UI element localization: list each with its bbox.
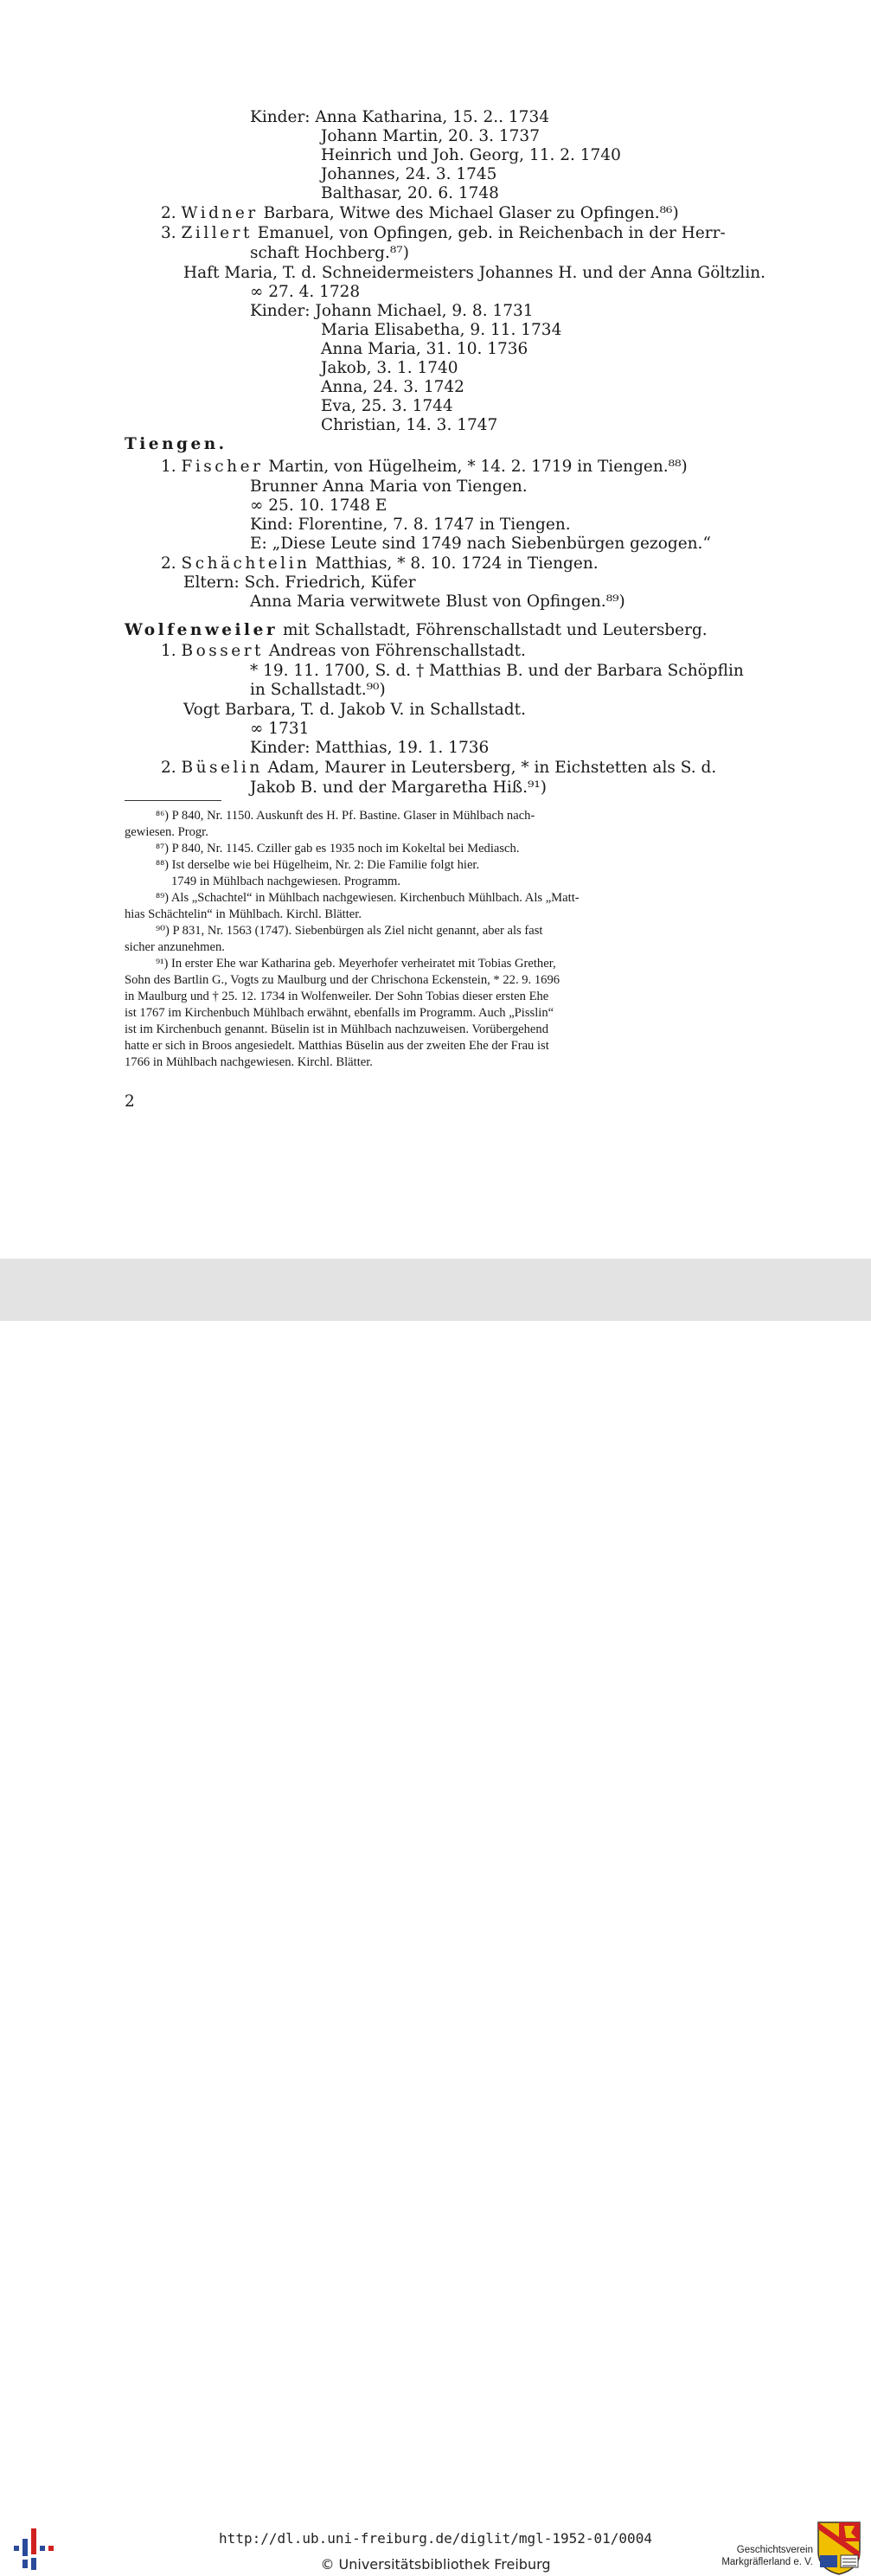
text-line	[250, 720, 309, 739]
copyright-text: © Universitätsbibliothek Freiburg	[320, 2556, 551, 2573]
line-text: Heinrich und Joh. Georg, 11. 2. 1740	[321, 146, 621, 164]
line-text: Emanuel, von Opfingen, geb. in Reichenbach in der Herr-	[252, 224, 726, 242]
text-line	[250, 516, 571, 535]
text-line	[250, 497, 387, 516]
footnote-line: hatte er sich in Broos angesiedelt. Matthias Büselin aus der zweiten Ehe der Frau ist	[125, 1039, 549, 1053]
line-text: Anna, 24. 3. 1742	[321, 378, 464, 396]
line-text: Anna Maria, 31. 10. 1736	[321, 340, 528, 358]
text-line	[321, 397, 453, 416]
text-line	[161, 554, 599, 574]
footnote-line: Sohn des Bartlin G., Vogts zu Maulburg und der Chrischona Eckenstein, * 22. 9. 1696	[125, 973, 560, 987]
text-line	[321, 146, 621, 165]
text-line	[321, 378, 464, 397]
list-number: 2.	[161, 759, 182, 777]
text-line	[250, 739, 489, 758]
society-name	[683, 2544, 813, 2568]
text-line	[250, 283, 360, 302]
line-text: ∞ 27. 4. 1728	[250, 283, 361, 301]
footnote-line: ist 1767 im Kirchenbuch Mühlbach erwähnt, ebenfalls im Programm. Auch „Pisslin“	[125, 1006, 554, 1020]
footnote-separator	[125, 800, 221, 801]
text-line	[250, 662, 744, 681]
line-text: Jakob, 3. 1. 1740	[321, 359, 458, 377]
text-line	[321, 340, 528, 359]
line-text: Kind: Florentine, 7. 8. 1747 in Tiengen.	[250, 516, 571, 534]
line-text: Martin, von Hügelheim, * 14. 2. 1719 in Tiengen.⁸⁸)	[263, 458, 688, 476]
surname: Zillert	[181, 224, 253, 242]
line-text: Christian, 14. 3. 1747	[321, 416, 498, 434]
page-number: 2	[125, 1093, 135, 1111]
list-number: 2.	[161, 204, 182, 222]
line-text: Johannes, 24. 3. 1745	[321, 165, 497, 183]
line-text: Anna Maria verwitwete Blust von Opfingen.⁸⁹)	[250, 593, 625, 611]
list-number: 1.	[161, 642, 182, 660]
line-text: Vogt Barbara, T. d. Jakob V. in Schallstadt.	[183, 701, 526, 719]
line-text: in Schallstadt.⁹⁰)	[250, 681, 386, 699]
line-text: ∞ 25. 10. 1748 E	[250, 497, 387, 515]
line-text: Jakob B. und der Margaretha Hiß.⁹¹)	[250, 779, 548, 797]
text-line	[321, 359, 458, 378]
line-text: Eva, 25. 3. 1744	[321, 397, 453, 415]
footnote-line: sicher anzunehmen.	[125, 940, 225, 954]
line-text: Balthasar, 20. 6. 1748	[321, 184, 499, 202]
line-text: Kinder: Anna Katharina, 15. 2.. 1734	[250, 108, 549, 126]
surname: Bossert	[181, 642, 264, 660]
text-line	[183, 264, 765, 283]
line-text: Kinder: Matthias, 19. 1. 1736	[250, 739, 490, 757]
surname: Schächtelin	[181, 554, 311, 573]
text-line	[250, 244, 409, 263]
society-name-line1: Geschichtsverein	[736, 2545, 813, 2555]
section-heading: Wolfenweiler	[125, 621, 279, 639]
document-url-link[interactable]: http://dl.ub.uni-freiburg.de/diglit/mgl-1952-01/0004	[219, 2530, 652, 2547]
line-text: Kinder: Johann Michael, 9. 8. 1731	[250, 302, 534, 320]
text-line	[161, 458, 688, 477]
footnote-line: gewiesen. Progr.	[125, 825, 208, 839]
line-text: Maria Elisabetha, 9. 11. 1734	[321, 321, 562, 339]
footnote-line: ⁹⁰) P 831, Nr. 1563 (1747). Siebenbürgen als Ziel nicht genannt, aber als fast	[156, 924, 543, 938]
surname: Fischer	[181, 458, 264, 476]
text-line	[250, 535, 711, 554]
society-name-line2: Markgräflerland e. V.	[721, 2557, 813, 2567]
text-line	[321, 321, 561, 340]
text-line	[321, 184, 499, 203]
line-text: E: „Diese Leute sind 1749 nach Siebenbürgen gezogen.“	[250, 535, 711, 553]
footnote-line: 1749 in Mühlbach nachgewiesen. Programm.	[171, 875, 401, 888]
text-line	[183, 574, 416, 593]
footnote-line: in Maulburg und † 25. 12. 1734 in Wolfenweiler. Der Sohn Tobias dieser ersten Ehe	[125, 990, 549, 1003]
footnote-line: hias Schächtelin“ in Mühlbach. Kirchl. Blätter.	[125, 907, 362, 921]
text-line	[321, 165, 496, 184]
line-text: Haft Maria, T. d. Schneidermeisters Johannes H. und der Anna Göltzlin.	[183, 264, 766, 282]
text-line	[250, 477, 528, 497]
text-line	[125, 435, 227, 454]
footnote-line: ⁸⁸) Ist derselbe wie bei Hügelheim, Nr. 2: Die Familie folgt hier.	[156, 858, 480, 872]
footnote-line: ist im Kirchenbuch genannt. Büselin ist in Mühlbach nachzuweisen. Vorübergehend	[125, 1022, 549, 1036]
text-line	[321, 416, 497, 435]
line-text: Johann Martin, 20. 3. 1737	[321, 127, 540, 145]
footnote-line: ⁸⁹) Als „Schachtel“ in Mühlbach nachgewiesen. Kirchenbuch Mühlbach. Als „Matt-	[156, 891, 580, 905]
list-number: 1.	[161, 458, 182, 476]
surname: Widner	[181, 204, 259, 222]
text-line	[250, 108, 549, 127]
footnote-line: ⁹¹) In erster Ehe war Katharina geb. Meyerhofer verheiratet mit Tobias Grether,	[156, 957, 556, 971]
line-text: Matthias, * 8. 10. 1724 in Tiengen.	[310, 554, 599, 573]
text-line	[250, 593, 625, 612]
line-text: * 19. 11. 1700, S. d. † Matthias B. und der Barbara Schöpflin	[250, 662, 744, 680]
surname: Büselin	[181, 759, 263, 777]
footnote-line: ⁸⁶) P 840, Nr. 1150. Auskunft des H. Pf. Bastine. Glaser in Mühlbach nach-	[156, 809, 535, 823]
footnote-line: ⁸⁷) P 840, Nr. 1145. Cziller gab es 1935 noch im Kokeltal bei Mediasch.	[156, 842, 520, 855]
document-page	[0, 0, 871, 1259]
text-line	[183, 701, 526, 720]
text-line	[161, 224, 726, 243]
text-line	[125, 621, 708, 640]
line-text: Barbara, Witwe des Michael Glaser zu Opfingen.⁸⁶)	[258, 204, 679, 222]
line-text: schaft Hochberg.⁸⁷)	[250, 244, 409, 262]
list-number: 2.	[161, 554, 182, 573]
text-line	[250, 681, 386, 700]
line-text: ∞ 1731	[250, 720, 310, 738]
line-text: Andreas von Föhrenschallstadt.	[264, 642, 526, 660]
text-line	[161, 204, 679, 223]
line-text: Eltern: Sch. Friedrich, Küfer	[183, 574, 416, 592]
text-line	[161, 759, 716, 778]
text-line	[321, 127, 540, 146]
viewer-footer	[0, 1259, 871, 2573]
line-text: Adam, Maurer in Leutersberg, * in Eichstetten als S. d.	[262, 759, 717, 777]
line-text: Brunner Anna Maria von Tiengen.	[250, 477, 528, 496]
list-number: 3.	[161, 224, 182, 242]
text-line	[250, 302, 534, 321]
text-line	[250, 779, 547, 798]
line-text: mit Schallstadt, Föhrenschallstadt und Leutersberg.	[278, 621, 708, 639]
footnote-line: 1766 in Mühlbach nachgewiesen. Kirchl. Blätter.	[125, 1055, 373, 1069]
text-line	[161, 642, 526, 661]
section-heading: Tiengen.	[125, 435, 227, 453]
